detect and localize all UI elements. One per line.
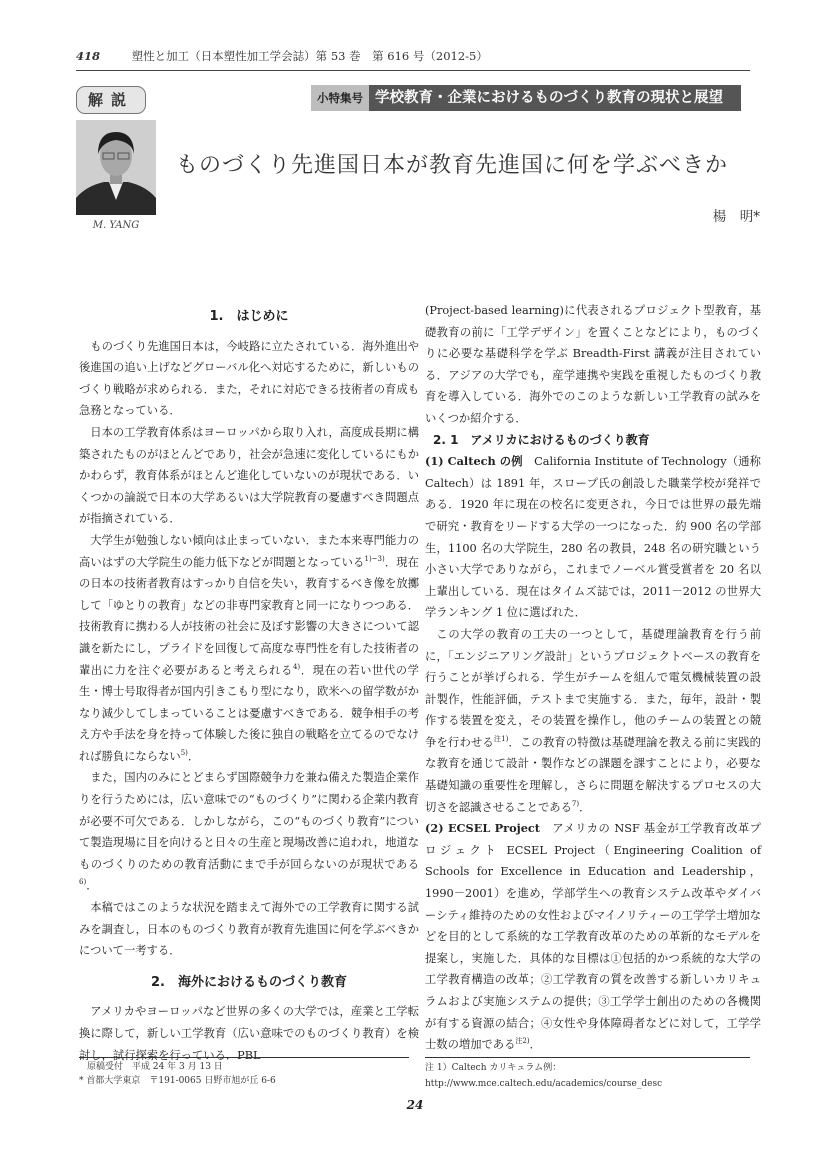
author-photo — [76, 120, 156, 215]
text-run: ．現在の若い世代の学生・博士号取得者が国内引きこもり型になり，欧米への留学数がかなり減少してしまっていることは憂慮すべきである．競争相手の考え方や手法を身を持って体験した後に独自の戦略を立てるのでなければ勝負にならない — [79, 663, 419, 763]
received-date: 原稿受付 平成 24 年 3 月 13 日 — [87, 1062, 223, 1072]
section-heading-1: 1. はじめに — [209, 309, 289, 324]
feature-label: 小特集号 — [311, 85, 369, 111]
note-ref: 注2) — [515, 1037, 530, 1046]
note-ref: 注1) — [493, 734, 509, 743]
text-run: この大学の教育の工夫の一つとして，基礎理論教育を行う前に，「エンジニアリング設計」というプロジェクトベースの教育を行うことが挙げられる．学生がチームを組んで電気機械装置の設計製作，性能評価，テストまで実施する．また，毎年，設計・製作する装置を変え，その装置を操作し，他のチームの装置との競争を行わせる — [425, 627, 761, 749]
citation-ref: 6) — [79, 878, 87, 887]
right-column — [425, 300, 761, 1056]
text-run: California Institute of Technology（通称 Caltech）は 1891 年，スロープ氏の創設した職業学校が発祥である．1920 年に現在の校名に変更され，今日では世界の最先端で研究・教育をリードする大学の一つになった．約 900 名の学部生，1100 名の大学院生，280 名の教員，248 名の研究職という小さい大学でありながら，これまでノーベル賞受賞者を 20 名以上輩出している．現在はタイムズ誌では，2011－2012 の世界大学ランキング 1 位に選ばれた． — [425, 455, 761, 620]
paragraph: 日本の工学教育体系はヨーロッパから取り入れ，高度成長期に構築されたものがほとんどであり，社会が急速に変化しているにもかかわらず，教育体系がほとんど進化していないのが現状である．いくつかの論説で日本の大学あるいは大学院教育の憂慮すべき問題点が指摘されている． — [79, 425, 419, 526]
text-run: 大学生が勉強しない傾向は止まっていない．また本来専門能力の高いはずの大学院生の能力低下などが問題となっている — [79, 533, 419, 569]
paragraph — [425, 818, 761, 1056]
citation-ref: 5) — [180, 748, 188, 757]
paragraph — [425, 451, 761, 624]
text-run: アメリカの NSF 基金が工学教育改革プロジェクト ECSEL Project（Engineering Coalition of Schools for Excellence in Education and Leadership，1990－2001）を進め，学部学生への教育システム改革やダイバーシティ維持のための女性およびマイノリティーの工学学士増加などを目的として系統的な工学教育改革のための革新的なモデルを提案し，実施した．具体的な目標は①包括的かつ系統的な大学の工学教育構造の改革；②工学教育の質を改善する新しいカリキュラムおよび実施システムの提供；③工学学士創出のための各機関が有する資源の結合；④女性や身体障碍者などに対して，工学学士数の増加である — [425, 822, 761, 1052]
footnote-1-url[interactable]: http://www.mce.caltech.edu/academics/course_desc — [425, 1079, 663, 1089]
paragraph — [79, 767, 419, 897]
paragraph: アメリカやヨーロッパなど世界の多くの大学では，産業と工学転換に際して，新しい工学教育（広い意味でのものづくり教育）を検討し，試行探索を行っている．PBL — [79, 1005, 419, 1062]
text-run: ．現在の日本の技術者教育はすっかり自信を失い，教育するべき像を放擲して「ゆとりの教育」などの非専門家教育と同一になりつつある．技術教育に携わる人が技術の社会に及ぼす影響の大きさについて認識を新たにし，プライドを回復して高度な専門性を有した技術者の輩出に力を注ぐ必要があると考えられる — [79, 555, 419, 677]
text-run: ． — [529, 1038, 541, 1052]
journal-citation: 塑性と加工（日本塑性加工学会誌）第 53 巻 第 616 号（2012-5） — [131, 49, 488, 63]
photo-caption: M. YANG — [92, 220, 140, 231]
running-head — [76, 48, 750, 71]
text-run: また，国内のみにとどまらず国際競争力を兼ね備えた製造企業作りを行うためには，広い意味での“ものづくり”に関わる企業内教育が必要不可欠である．しかしながら，この“ものづくり教育”について製造現場に目を向けると日々の生産と現場改善に追われ，地道なものづくりのための教育活動にまで手が回らないのが現状である — [79, 771, 419, 871]
footnote-1: 注 1）Caltech カリキュラム例： — [425, 1063, 562, 1073]
author-affiliation: * 首都大学東京 〒191-0065 日野市旭が丘 6-6 — [79, 1076, 276, 1086]
paragraph: 本稿ではこのような状況を踏まえて海外での工学教育に関する試みを調査し，日本のものづくり教育が教育先進国に何を学ぶべきかについて一考する． — [79, 901, 419, 958]
text-run: ． — [187, 749, 200, 763]
text-run: ． — [86, 879, 98, 893]
paragraph — [425, 624, 761, 818]
footnotes-right — [425, 1057, 750, 1092]
footnotes-left — [79, 1057, 409, 1088]
citation-ref: 1)~3) — [364, 554, 385, 563]
text-run: ．この教育の特徴は基礎理論を教える前に実践的な教育を通じて設計・製作などの課題を課すことにより，必要な基礎知識の重要性を理解し，さらに問題を解決するプロセスの大切さを認識させることである — [425, 735, 761, 814]
item-label: (2) ECSEL Project — [425, 821, 541, 836]
paragraph: (Project-based learning)に代表されるプロジェクト型教育，基礎教育の前に「工学デザイン」を置くことなどにより，ものづくりに必要な基礎科学を学ぶ Breadth-First 講義が注目されている．アジアの大学でも，産学連携や実践を重視したものづくり教育を導入している．海外でのこのような新しい工学教育の試みをいくつか紹介する． — [425, 304, 761, 425]
footnote-rule — [79, 1057, 409, 1058]
author-name: 楊 明* — [712, 209, 760, 225]
citation-ref: 7) — [571, 799, 580, 808]
section-heading-2: 2. 海外におけるものづくり教育 — [151, 974, 347, 990]
paragraph — [79, 530, 419, 768]
portrait-image — [76, 120, 156, 215]
left-column — [79, 300, 419, 1066]
text-run: ． — [579, 800, 591, 814]
feature-band — [311, 85, 741, 111]
paragraph: ものづくり先進国日本は，今岐路に立たされている．海外進出や後進国の追い上げなどグローバル化へ対応するために，新しいものづくり戦略が求められる．また，それに対応できる技術者の育成も急務となっている． — [79, 339, 419, 418]
citation-ref: 4) — [292, 662, 301, 671]
footnote-rule — [425, 1057, 750, 1058]
article-title: ものづくり先進国日本が教育先進国に何を学ぶべきか — [176, 153, 729, 178]
category-tag: 解説 — [76, 86, 146, 114]
subsection-heading-2-1: 2. 1 アメリカにおけるものづくり教育 — [433, 432, 650, 447]
item-label: (1) Caltech の例 — [425, 454, 523, 469]
page-number: 418 — [76, 49, 101, 63]
feature-title: 学校教育・企業におけるものづくり教育の現状と展望 — [369, 85, 741, 111]
folio: 24 — [406, 1098, 424, 1112]
